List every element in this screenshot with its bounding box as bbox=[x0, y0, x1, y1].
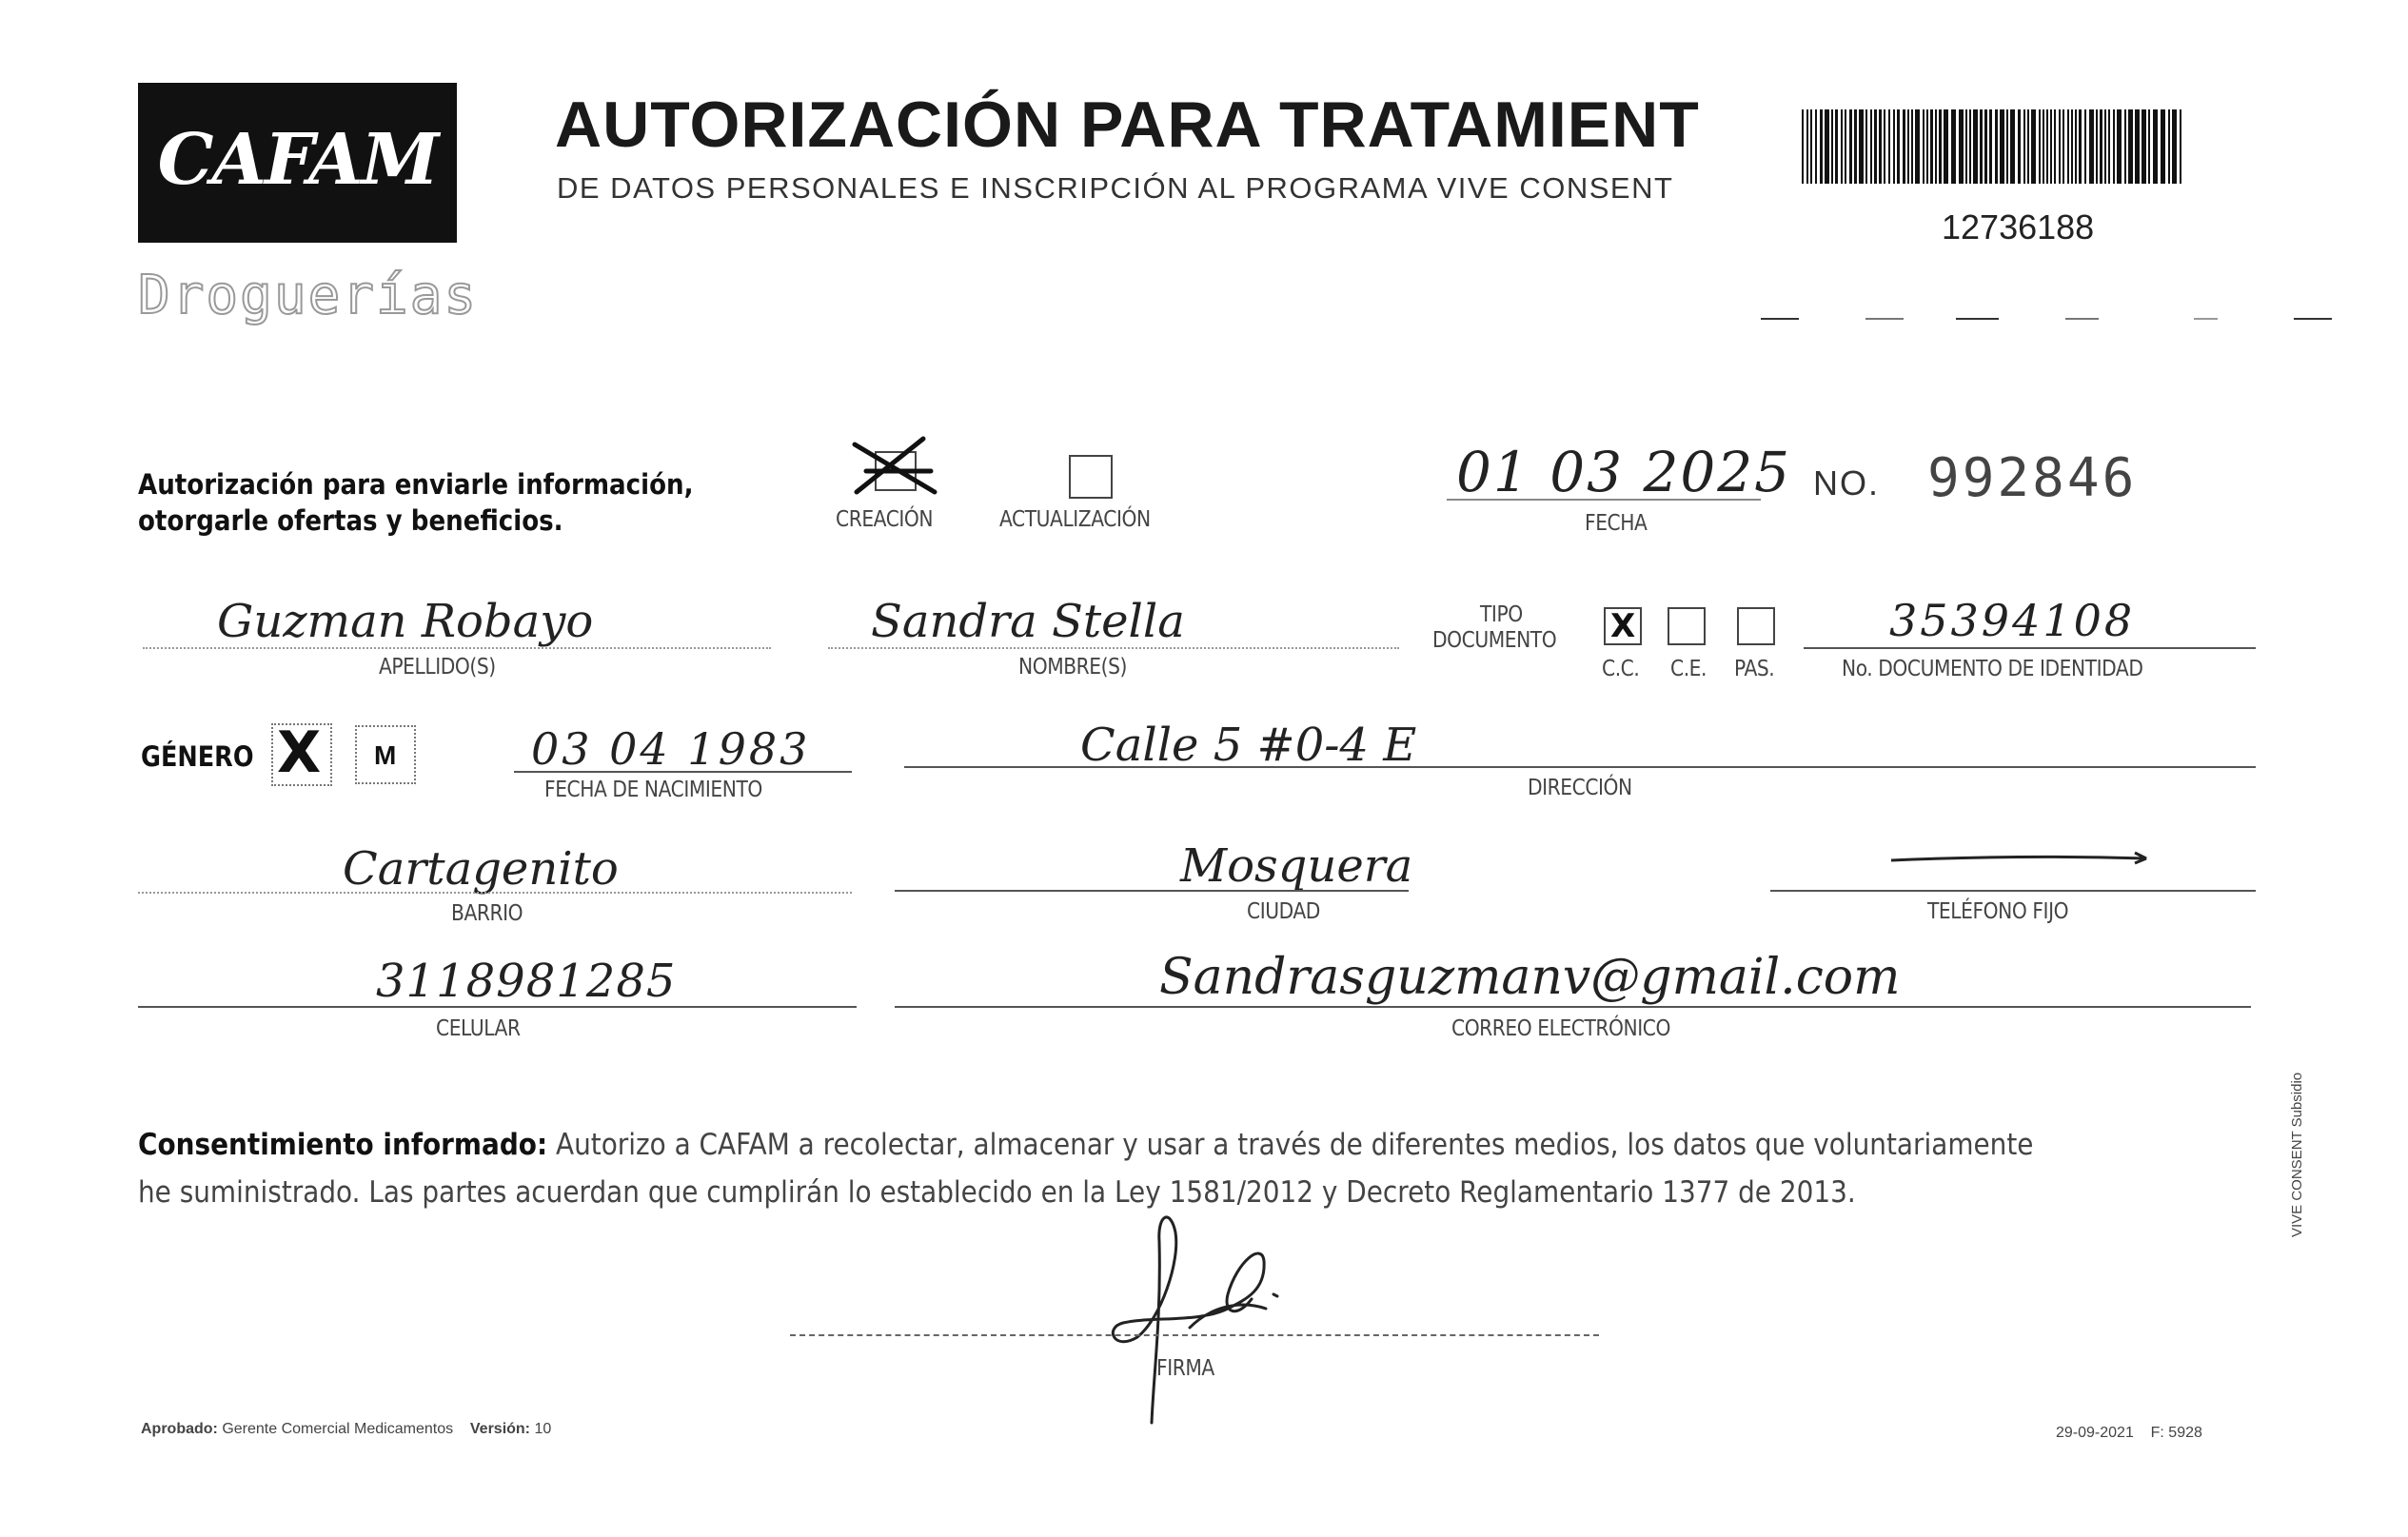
barcode-bar bbox=[1911, 109, 1913, 184]
barcode-bar bbox=[2089, 109, 2094, 184]
authorization-line-2: otorgarle ofertas y beneficios. bbox=[138, 504, 563, 537]
genero-m-label: M bbox=[374, 740, 397, 770]
genero-label: GÉNERO bbox=[141, 740, 254, 773]
fecha-label: FECHA bbox=[1585, 511, 1648, 536]
barcode-bar bbox=[1815, 109, 1817, 184]
barcode-bar bbox=[1984, 109, 1987, 184]
creacion-checkbox[interactable] bbox=[847, 433, 942, 500]
actualizacion-checkbox[interactable] bbox=[1069, 455, 1113, 499]
barcode-bar bbox=[1926, 109, 1928, 184]
barcode-bar bbox=[2046, 109, 2048, 184]
barcode-bar bbox=[2161, 109, 2165, 184]
barcode-bar bbox=[1865, 109, 1867, 184]
barcode-bar bbox=[2142, 109, 2146, 184]
barcode-bar bbox=[2010, 109, 2015, 184]
barcode-bar bbox=[1831, 109, 1833, 184]
nombres-value[interactable]: Sandra Stella bbox=[871, 595, 1185, 648]
barcode-bar bbox=[1845, 109, 1846, 184]
genero-f-checkbox[interactable] bbox=[271, 719, 332, 786]
barcode-bar bbox=[1969, 109, 1971, 184]
correo-value[interactable]: Sandrasguzmanv@gmail.com bbox=[1159, 949, 1901, 1006]
barcode-bar bbox=[1841, 109, 1843, 184]
barcode-bar bbox=[2153, 109, 2158, 184]
form-code: F: 5928 bbox=[2150, 1425, 2202, 1441]
barcode-bar bbox=[2135, 109, 2140, 184]
direccion-value[interactable]: Calle 5 #0-4 E bbox=[1080, 719, 1417, 772]
barcode-bar bbox=[1915, 109, 1920, 184]
barcode-bar bbox=[1939, 109, 1942, 184]
doc-number-label: No. DOCUMENTO DE IDENTIDAD bbox=[1842, 657, 2143, 681]
barcode-number: 12736188 bbox=[1942, 207, 2095, 246]
form-number: 992846 bbox=[1927, 447, 2138, 509]
barrio-value[interactable]: Cartagenito bbox=[343, 842, 619, 896]
documento-label: DOCUMENTO bbox=[1432, 628, 1557, 653]
barcode-bar bbox=[2054, 109, 2056, 184]
barcode-bar bbox=[1893, 109, 1895, 184]
footer-codes bbox=[2056, 1425, 2202, 1442]
celular-value[interactable]: 3118981285 bbox=[376, 955, 677, 1008]
ce-label: C.E. bbox=[1670, 657, 1707, 681]
ciudad-value[interactable]: Mosquera bbox=[1180, 839, 1413, 893]
nacimiento-label: FECHA DE NACIMIENTO bbox=[544, 778, 762, 802]
footer-approval bbox=[141, 1421, 551, 1438]
creacion-label: CREACIÓN bbox=[836, 507, 934, 532]
correo-label: CORREO ELECTRÓNICO bbox=[1451, 1016, 1670, 1041]
consent-heading: Consentimiento informado: bbox=[138, 1128, 548, 1162]
barcode-bar bbox=[1854, 109, 1857, 184]
barcode-bar bbox=[2000, 109, 2004, 184]
genero-mark: X bbox=[277, 719, 322, 786]
apellidos-label: APELLIDO(S) bbox=[379, 655, 496, 680]
barcode-bar bbox=[2084, 109, 2086, 184]
barcode-bar bbox=[2039, 109, 2041, 184]
firma-label: FIRMA bbox=[1156, 1356, 1214, 1381]
barcode-bar bbox=[2172, 109, 2177, 184]
barcode-bar bbox=[2006, 109, 2008, 184]
version-value: 10 bbox=[534, 1421, 552, 1437]
ciudad-label: CIUDAD bbox=[1247, 899, 1320, 924]
nombres-label: NOMBRE(S) bbox=[1018, 655, 1127, 680]
barcode-bar bbox=[2108, 109, 2110, 184]
barcode-bar bbox=[1951, 109, 1956, 184]
barcode-bar bbox=[2050, 109, 2052, 184]
tipo-doc-label: TIPO bbox=[1480, 602, 1523, 627]
authorization-line-1: Autorización para enviarle información, bbox=[138, 468, 694, 501]
form-subtitle: DE DATOS PERSONALES E INSCRIPCIÓN AL PROGRAMA VIVE CONSENT bbox=[557, 171, 1674, 205]
barcode-bar bbox=[2096, 109, 2098, 184]
direccion-label: DIRECCIÓN bbox=[1528, 776, 1632, 800]
ce-checkbox[interactable] bbox=[1668, 607, 1706, 645]
aprobado-label: Aprobado: bbox=[141, 1421, 218, 1437]
barcode-bar bbox=[1825, 109, 1829, 184]
barcode-bar bbox=[1849, 109, 1852, 184]
barcode-bar bbox=[1884, 109, 1885, 184]
pas-checkbox[interactable] bbox=[1737, 607, 1775, 645]
barcode-bar bbox=[1835, 109, 1838, 184]
actualizacion-label: ACTUALIZACIÓN bbox=[999, 507, 1151, 532]
barcode-bar bbox=[1965, 109, 1967, 184]
barcode-bar bbox=[2018, 109, 2021, 184]
version-label: Versión: bbox=[469, 1421, 531, 1437]
form-title: AUTORIZACIÓN PARA TRATAMIENT bbox=[555, 89, 1700, 161]
consent-paragraph bbox=[138, 1121, 2057, 1216]
barcode-bar bbox=[1944, 109, 1948, 184]
barcode-bar bbox=[2100, 109, 2102, 184]
telefono-label: TELÉFONO FIJO bbox=[1927, 899, 2069, 924]
cc-label: C.C. bbox=[1602, 657, 1640, 681]
barcode-bar bbox=[2031, 109, 2036, 184]
nacimiento-value[interactable]: 03 04 1983 bbox=[531, 723, 811, 775]
pas-label: PAS. bbox=[1734, 657, 1775, 681]
barcode-bar bbox=[1959, 109, 1964, 184]
barcode-bar bbox=[1806, 109, 1808, 184]
signature-icon bbox=[1047, 1204, 1294, 1432]
fecha-value: 01 03 2025 bbox=[1456, 440, 1792, 504]
barcode-bar bbox=[2117, 109, 2122, 184]
barcode-bar bbox=[2067, 109, 2069, 184]
apellidos-value[interactable]: Guzman Robayo bbox=[217, 595, 594, 648]
barcode-bar bbox=[2075, 109, 2077, 184]
barcode-bar bbox=[1903, 109, 1905, 184]
barcode-bar bbox=[2023, 109, 2025, 184]
barcode-bar bbox=[1973, 109, 1978, 184]
barcode-bar bbox=[2124, 109, 2126, 184]
no-label: NO. bbox=[1813, 463, 1881, 502]
barcode-bar bbox=[1874, 109, 1877, 184]
cc-mark: X bbox=[1610, 607, 1636, 645]
barrio-label: BARRIO bbox=[451, 901, 523, 926]
celular-label: CELULAR bbox=[436, 1016, 521, 1041]
barcode-bar bbox=[2168, 109, 2170, 184]
barcode-bar bbox=[2128, 109, 2133, 184]
barcode-bar bbox=[2079, 109, 2082, 184]
logo-subtitle: Droguerías bbox=[138, 265, 479, 326]
barcode-bar bbox=[1820, 109, 1823, 184]
barcode-bar bbox=[1930, 109, 1933, 184]
barcode-bar bbox=[1879, 109, 1882, 184]
genero-m-checkbox[interactable] bbox=[355, 725, 416, 784]
barcode-bar bbox=[1923, 109, 1924, 184]
cafam-logo bbox=[138, 83, 457, 243]
aprobado-value: Gerente Comercial Medicamentos bbox=[222, 1421, 454, 1437]
barcode-bar bbox=[1935, 109, 1937, 184]
side-vertical-text: VIVE CONSENT Subsidio bbox=[2289, 1072, 2305, 1237]
barcode-bar bbox=[1989, 109, 1992, 184]
barcode-bar bbox=[1870, 109, 1872, 184]
barcode-bar bbox=[1897, 109, 1900, 184]
barcode-bar bbox=[1888, 109, 1890, 184]
decorative-dashes bbox=[1761, 317, 2332, 321]
barcode-bar bbox=[2059, 109, 2061, 184]
barcode-bar bbox=[2063, 109, 2064, 184]
logo-brand-text: CAFAM bbox=[157, 119, 438, 201]
cc-checkbox[interactable] bbox=[1604, 607, 1642, 645]
consent-text: Autorizo a CAFAM a recolectar, almacenar y usar a través de diferentes medios, los datos que voluntariamente he suministrado. Las partes acuerdan que cumplirán lo establecido en la Ley 1581/2012 y Decreto Reglamentario 1377 de 2013. bbox=[138, 1128, 2034, 1210]
barcode-icon bbox=[1802, 109, 2187, 184]
barcode-bar bbox=[2113, 109, 2115, 184]
authorization-heading bbox=[138, 466, 693, 539]
barcode-bar bbox=[2071, 109, 2073, 184]
barcode-bar bbox=[1859, 109, 1864, 184]
barcode-bar bbox=[2104, 109, 2106, 184]
date-code: 29-09-2021 bbox=[2056, 1425, 2134, 1441]
barcode-bar bbox=[1907, 109, 1909, 184]
doc-number-value[interactable]: 35394108 bbox=[1889, 595, 2136, 646]
barcode-bar bbox=[1802, 109, 1804, 184]
barcode-bar bbox=[1980, 109, 1983, 184]
barcode-bar bbox=[2043, 109, 2044, 184]
barcode-bar bbox=[2148, 109, 2150, 184]
barcode-bar bbox=[1810, 109, 1812, 184]
barcode-bar bbox=[2180, 109, 2181, 184]
telefono-dash-mark bbox=[1889, 849, 2156, 868]
barcode-bar bbox=[1995, 109, 1998, 184]
barcode-bar bbox=[2027, 109, 2029, 184]
